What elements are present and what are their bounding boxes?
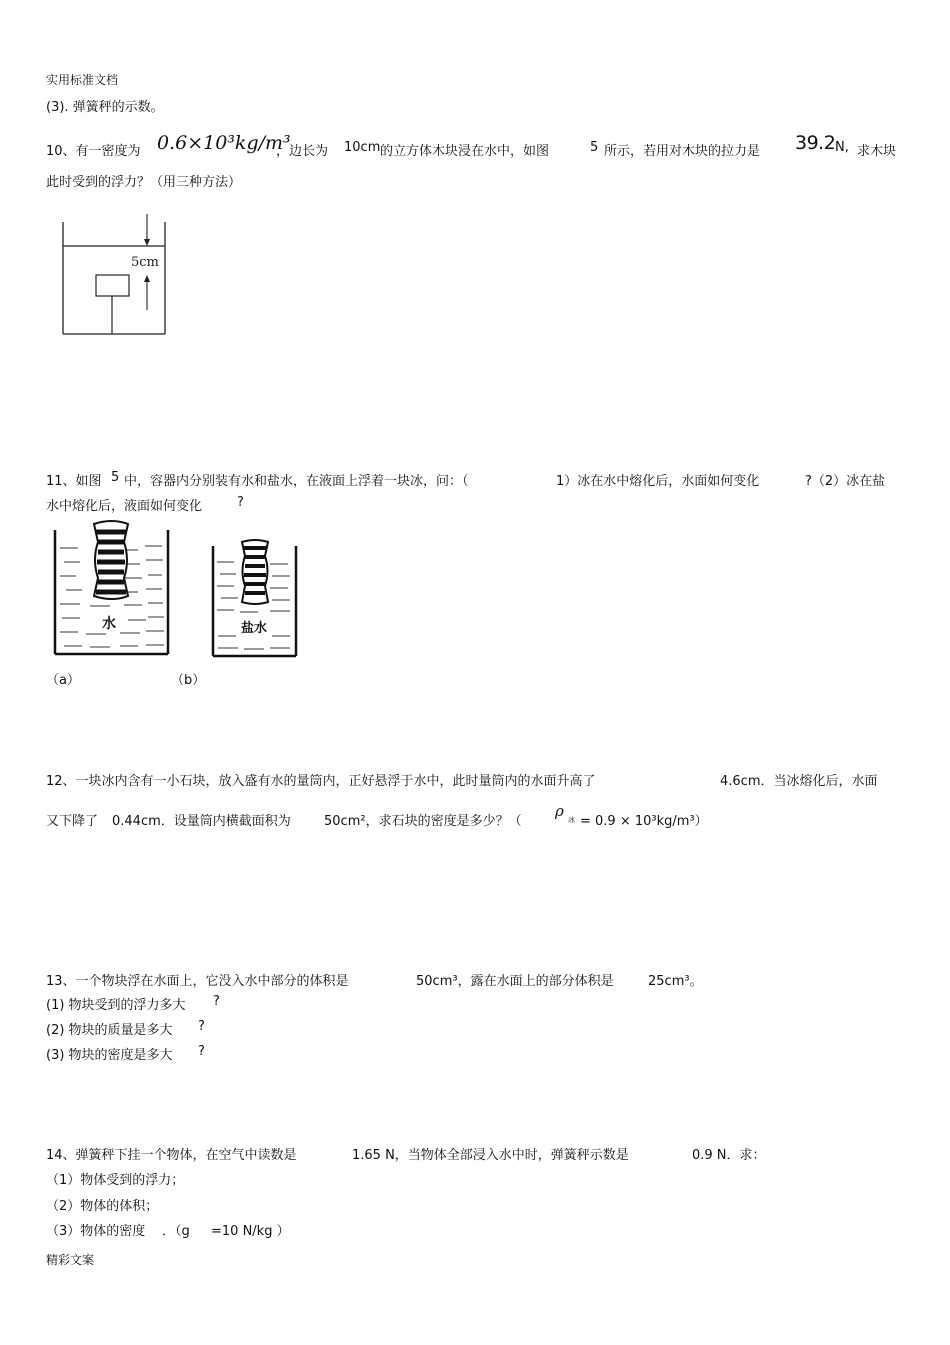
rho-symbol: ρ bbox=[555, 802, 564, 820]
q10-mid2: 的立方体木块浸在水中，如图 bbox=[380, 144, 550, 159]
wood-block bbox=[96, 275, 129, 296]
q13-line1-c: 25cm³。 bbox=[648, 974, 703, 989]
q10-figure bbox=[55, 212, 175, 342]
label-salt-water: 盐水 bbox=[241, 621, 268, 636]
q9-part3: (3). 弹簧秤的示数。 bbox=[46, 100, 164, 115]
q13-sub1: (1) 物块受到的浮力多大 bbox=[46, 998, 186, 1013]
q12-line2-b: 0.44cm．设量筒内横截面积为 bbox=[112, 814, 291, 829]
q10-force-value: 39.2 bbox=[795, 132, 836, 154]
q14-sub3-a: （3）物体的密度 bbox=[46, 1224, 146, 1239]
q14-line1-c: 0.9 N．求： bbox=[692, 1148, 766, 1163]
q13-sub3-q: ? bbox=[198, 1044, 205, 1059]
arrow-head-up-icon bbox=[144, 275, 150, 282]
q10-mid1: ，边长为 bbox=[276, 144, 329, 159]
q10-unit: N, bbox=[835, 140, 849, 155]
q11-line1-d: ?（2）冰在盐 bbox=[805, 474, 886, 489]
page-footer: 精彩文案 bbox=[46, 1253, 95, 1267]
q13-sub2-q: ? bbox=[198, 1019, 205, 1034]
q14-line1-b: 1.65 N，当物体全部浸入水中时，弹簧秤示数是 bbox=[352, 1148, 629, 1163]
q10-prefix: 10、有一密度为 bbox=[46, 144, 141, 159]
q11-figure-b bbox=[208, 536, 303, 661]
q13-line1-a: 13、一个物块浮在水面上，它没入水中部分的体积是 bbox=[46, 974, 349, 989]
q13-sub3: (3) 物块的密度是多大 bbox=[46, 1048, 173, 1063]
q13-sub2: (2) 物块的质量是多大 bbox=[46, 1023, 173, 1038]
rho-subscript: 冰 bbox=[568, 816, 575, 824]
q11-line2-b: ? bbox=[237, 495, 244, 510]
q10-figure-label: 5cm bbox=[131, 255, 159, 270]
q11-line1-c: 1）冰在水中熔化后，水面如何变化 bbox=[556, 474, 760, 489]
q12-rho-value: = 0.9 × 10³kg/m³） bbox=[580, 814, 708, 829]
label-water: 水 bbox=[102, 616, 116, 632]
arrow-head-down-icon bbox=[144, 239, 150, 246]
q13-line1-b: 50cm³，露在水面上的部分体积是 bbox=[416, 974, 614, 989]
q11-line2-a: 水中熔化后，液面如何变化 bbox=[46, 499, 203, 514]
q13-sub1-q: ? bbox=[213, 994, 220, 1009]
ice-block-b bbox=[242, 540, 268, 604]
caption-a: （a） bbox=[46, 673, 80, 688]
q14-sub3-c: =10 N/kg ） bbox=[211, 1224, 290, 1239]
page-header: 实用标准文档 bbox=[46, 73, 119, 87]
q14-line1-a: 14、弹簧秤下挂一个物体，在空气中读数是 bbox=[46, 1148, 297, 1163]
ice-block-a bbox=[94, 521, 128, 599]
q14-sub2: （2）物体的体积； bbox=[46, 1199, 159, 1214]
q12-line1-b: 4.6cm．当冰熔化后，水面 bbox=[720, 774, 878, 789]
q11-line1-b: 中，容器内分别装有水和盐水，在液面上浮着一块冰，问：（ bbox=[124, 474, 469, 489]
q10-tail: 求木块 bbox=[857, 144, 897, 159]
q12-line2-a: 又下降了 bbox=[46, 814, 99, 829]
q14-sub3-b: ．（g bbox=[162, 1224, 190, 1239]
q12-line2-c: 50cm²，求石块的密度是多少？（ bbox=[324, 814, 522, 829]
q10-density-formula: 0.6×10³kg/m³ bbox=[157, 132, 291, 154]
q11-line1-a: 11、如图 bbox=[46, 474, 102, 489]
q10-line2: 此时受到的浮力？（用三种方法） bbox=[46, 175, 242, 190]
q10-side: 10cm bbox=[344, 140, 381, 155]
q11-figure-a bbox=[50, 520, 175, 660]
q12-line1-a: 12、一块冰内含有一小石块，放入盛有水的量筒内，正好悬浮于水中，此时量筒内的水面升高了 bbox=[46, 774, 596, 789]
q10-fig-number: 5 bbox=[590, 140, 599, 155]
q14-sub1: （1）物体受到的浮力； bbox=[46, 1173, 185, 1188]
q11-fig-number: 5 bbox=[111, 470, 120, 485]
q10-mid3: 所示，若用对木块的拉力是 bbox=[604, 144, 761, 159]
caption-b: （b） bbox=[171, 673, 206, 688]
